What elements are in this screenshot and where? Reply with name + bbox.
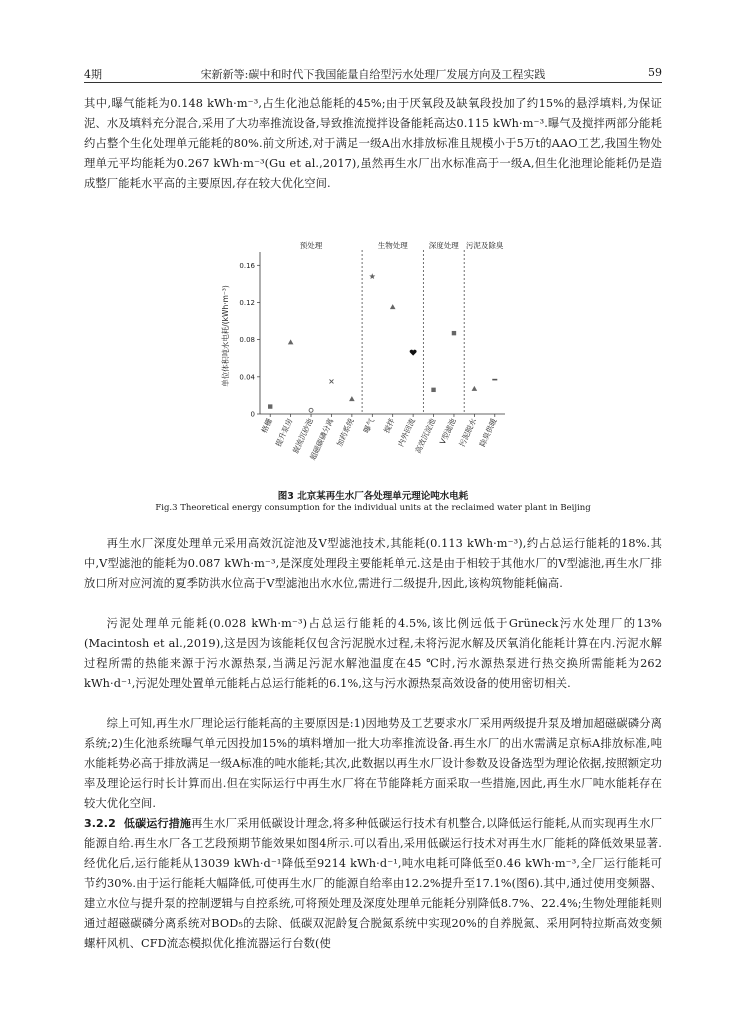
data-point (329, 379, 333, 383)
y-tick-label: 0.16 (239, 261, 255, 270)
energy-scatter-chart (200, 236, 520, 486)
section-label: 污泥及除臭 (465, 241, 504, 250)
running-title: 宋新新等:碳中和时代下我国能量自给型污水处理厂发展方向及工程实践 (200, 68, 546, 81)
data-point (268, 404, 272, 408)
data-point (492, 379, 497, 381)
x-tick-label: 内外回流 (396, 417, 417, 449)
data-point (309, 408, 313, 412)
paragraph-5-text: 再生水厂采用低碳设计理念,将多种低碳运行技术有机整合,以降低运行能耗,从而实现再生水厂能源自给.再生水厂各工艺段预期节能效果如图4所示.可以看出,采用低碳运行技术对再生水厂能耗的降低效果显著.经优化后,运行能耗从13039 kWh·d⁻¹降低至9214 kWh·d⁻¹,吨水电耗可降低至0.46 kWh·m⁻³,全厂运行能耗可节约30%.由于运行能耗大幅降低,可使再生水厂的能源自给率由12.2%提升至17.1%(图6).其中,通过使用变频器、建立水位与提升泵的控制逻辑与自控系统,可将预处理及深度处理单元能耗分别降低8.7%、22.4%;生物处理能耗则通过超磁碳磷分离系统对BOD₅的去除、低碳双泥龄复合脱氮系统中实现20%的自养脱氮、采用阿特拉斯高效变频螺杆风机、CFD流态模拟优化推流器运行台数(使 (84, 817, 662, 950)
plot-area (239, 240, 505, 462)
x-tick-label: 加药系统 (334, 417, 356, 449)
running-header (84, 66, 662, 83)
data-point (452, 331, 456, 335)
section-label: 生物处理 (377, 241, 408, 250)
section-heading: 低碳运行措施 (123, 817, 192, 830)
paragraph-1: 其中,曝气能耗为0.148 kWh·m⁻³,占生化池总能耗的45%;由于厌氧段及缺氧段投加了约15%的悬浮填料,为保证泥、水及填料充分混合,采用了大功率推流设备,导致推流搅拌设备能耗高达0.115 kWh·m⁻³.曝气及搅拌两部分能耗约占整个生化处理单元能耗的80%.前文所述,对于满足一级A出水排放标准且规模小于5万t的AAO工艺,我国生物处理单元平均能耗为0.267 kWh·m⁻³(Gu et al.,2017),虽然再生水厂出水标准高于一级A,但生化池理论能耗仍是造成整厂能耗水平高的主要原因,存在较大优化空间. (84, 97, 662, 190)
x-tick-label: 提升泵房 (273, 417, 295, 449)
data-point (390, 304, 396, 309)
data-point (431, 388, 435, 392)
x-tick-label: 高效沉淀池 (413, 417, 438, 455)
y-tick-label: 0.12 (239, 298, 255, 307)
x-tick-label: 旋流沉砂池 (290, 417, 315, 455)
x-tick-label: 格栅 (259, 417, 275, 435)
paragraph-3: 污泥处理单元能耗(0.028 kWh·m⁻³)占总运行能耗的4.5%,该比例远低于Grüneck污水处理厂的13%(Macintosh et al.,2019),这是因为该能耗仅包含污泥脱水过程,未将污泥水解及厌氧消化能耗计算在内.污泥水解过程所需的热能来源于污水源热泵,当满足污泥水解池温度在45 ℃时,污水源热泵进行热交换所需能耗为262 kWh·d⁻¹,污泥处理处置单元能耗占总运行能耗的6.1%,这与污水源热泵高效设备的使用密切相关. (84, 617, 662, 690)
page-number: 59 (648, 66, 662, 79)
data-point (288, 339, 294, 344)
y-tick-label: 0 (250, 410, 255, 419)
data-point (349, 396, 355, 401)
y-axis-label: 单位体积吨水电耗/(kWh·m⁻³) (221, 285, 230, 387)
paragraph-4: 综上可知,再生水厂理论运行能耗高的主要原因是:1)因地势及工艺要求水厂采用两级提升泵及增加超磁碳磷分离系统;2)生化池系统曝气单元因投加15%的填料增加一批大功率推流设备.再生水厂的出水需满足京标A排放标准,吨水能耗势必高于排放满足一级A标准的吨水能耗;其次,此数据以再生水厂设计参数及设备选型为理论依据,按照额定功率及理论运行时长计算而出.但在实际运行中再生水厂将在节能降耗方面采取一些措施,因此,再生水厂吨水能耗存在较大优化空间. (84, 717, 662, 810)
x-tick-label: V型滤池 (437, 417, 458, 446)
x-tick-label: 除臭供暖 (477, 417, 499, 449)
figure-caption-cn: 图3 北京某再生水厂各处理单元理论吨水电耗 (277, 491, 469, 502)
y-tick-label: 0.08 (239, 336, 255, 345)
data-point (472, 386, 478, 391)
x-tick-label: 污泥脱水 (457, 417, 479, 449)
x-tick-label: 超磁碳磷分离 (308, 417, 336, 462)
section-label: 深度处理 (428, 241, 459, 250)
section-label: 预处理 (299, 241, 323, 250)
x-tick-label: 曝气 (361, 417, 377, 435)
issue-number: 4期 (84, 68, 102, 81)
data-point (410, 350, 417, 356)
x-tick-label: 搅拌 (382, 417, 397, 435)
paragraph-5 (84, 814, 662, 954)
y-tick-label: 0.04 (239, 373, 255, 382)
paragraph-2: 再生水厂深度处理单元采用高效沉淀池及V型滤池技术,其能耗(0.113 kWh·m⁻³),约占总运行能耗的18%.其中,V型滤池的能耗为0.087 kWh·m⁻³,是深度处理段主要能耗单元.这是由于相较于其他水厂的V型滤池,再生水厂排放口所对应河流的夏季防洪水位高于V型滤池出水水位,需进行二级提升,因此,该构筑物能耗偏高. (84, 537, 662, 590)
figure-caption-en: Fig.3 Theoretical energy consumption for the individual units at the reclaimed water plant in Beijing (155, 503, 591, 513)
data-point (369, 273, 375, 279)
section-number: 3.2.2 (84, 817, 116, 830)
